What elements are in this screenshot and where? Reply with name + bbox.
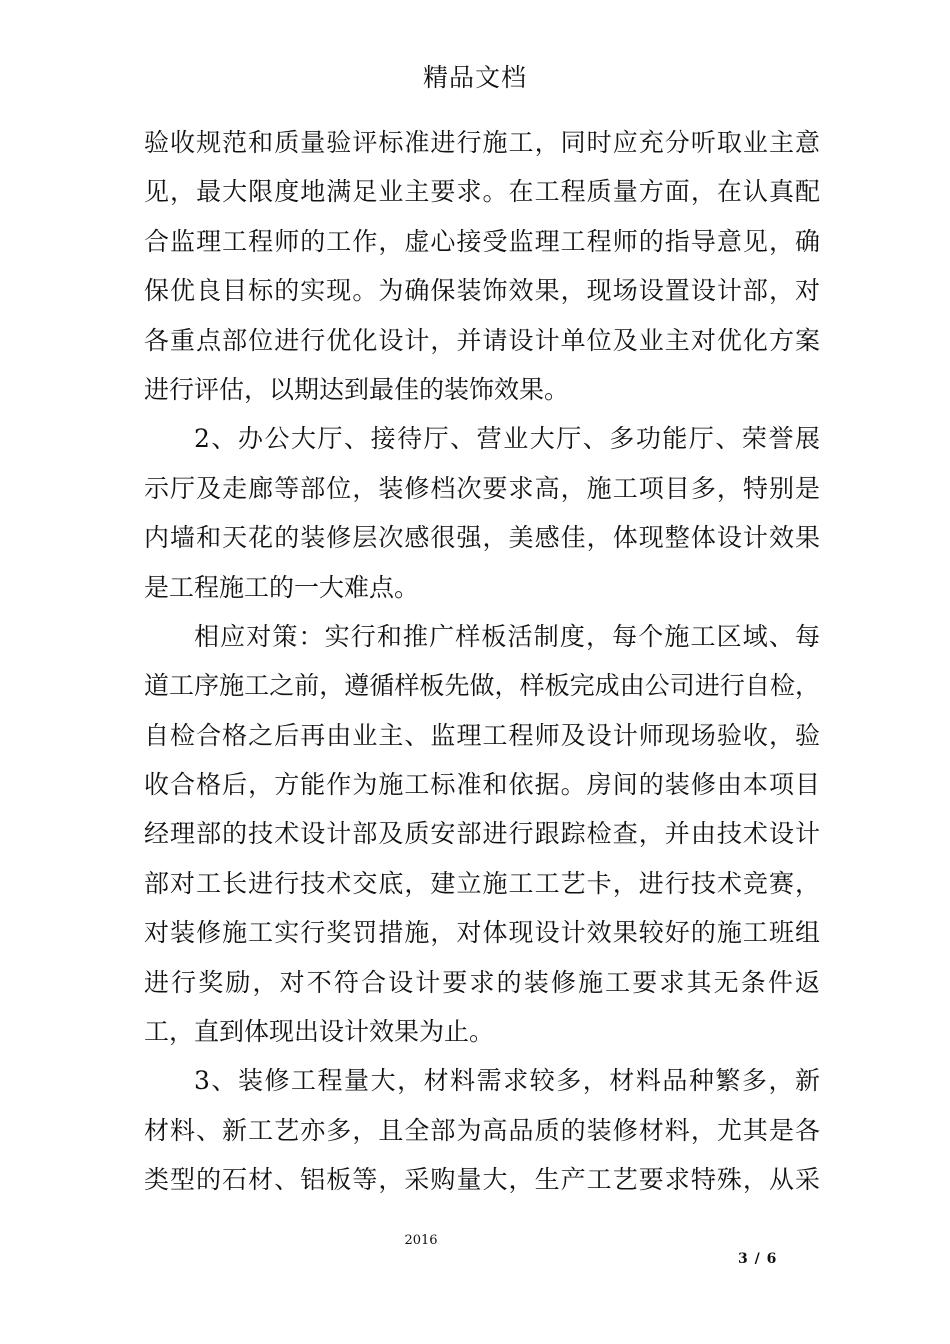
text-line: 收合格后，方能作为施工标准和依据。房间的装修由本项目	[144, 770, 820, 800]
text-line: 相应对策：实行和推广样板活制度，每个施工区域、每	[194, 621, 820, 651]
text-line: 进行评估，以期达到最佳的装饰效果。	[144, 374, 570, 404]
text-line: 合监理工程师的工作，虚心接受监理工程师的指导意见，确	[144, 226, 820, 256]
text-line: 各重点部位进行优化设计，并请设计单位及业主对优化方案	[144, 325, 820, 355]
text-line: 类型的石材、铝板等，采购量大，生产工艺要求特殊，从采	[144, 1165, 820, 1195]
text-line: 对装修施工实行奖罚措施，对体现设计效果较好的施工班组	[144, 918, 820, 948]
text-line: 验收规范和质量验评标准进行施工，同时应充分听取业主意	[144, 128, 820, 157]
text-line: 部对工长进行技术交底，建立施工工艺卡，进行技术竞赛，	[144, 868, 820, 898]
text-line: 进行奖励，对不符合设计要求的装修施工要求其无条件返	[144, 967, 820, 997]
text-line: 保优良目标的实现。为确保装饰效果，现场设置设计部，对	[144, 276, 820, 306]
text-line: 道工序施工之前，遵循样板先做，样板完成由公司进行自检，	[144, 671, 820, 701]
footer-year: 2016	[404, 1233, 438, 1248]
document-body	[144, 118, 820, 1205]
text-line: 示厅及走廊等部位，装修档次要求高，施工项目多，特别是	[144, 473, 820, 503]
text-line: 材料、新工艺亦多，且全部为高品质的装修材料，尤其是各	[144, 1115, 820, 1145]
text-line: 经理部的技术设计部及质安部进行跟踪检查，并由技术设计	[144, 819, 820, 849]
text-line: 自检合格之后再由业主、监理工程师及设计师现场验收，验	[144, 720, 820, 750]
page-header-title: 精品文档	[422, 63, 527, 92]
text-line: 见，最大限度地满足业主要求。在工程质量方面，在认真配	[144, 177, 820, 207]
page-number: 3 / 6	[738, 1251, 777, 1267]
text-line: 2、办公大厅、接待厅、营业大厅、多功能厅、荣誉展	[194, 424, 820, 454]
text-line: 工，直到体现出设计效果为止。	[144, 1017, 495, 1047]
text-line: 是工程施工的一大难点。	[144, 572, 420, 602]
text-line: 内墙和天花的装修层次感很强，美感佳，体现整体设计效果	[144, 523, 820, 553]
text-line: 3、装修工程量大，材料需求较多，材料品种繁多，新	[194, 1066, 820, 1096]
